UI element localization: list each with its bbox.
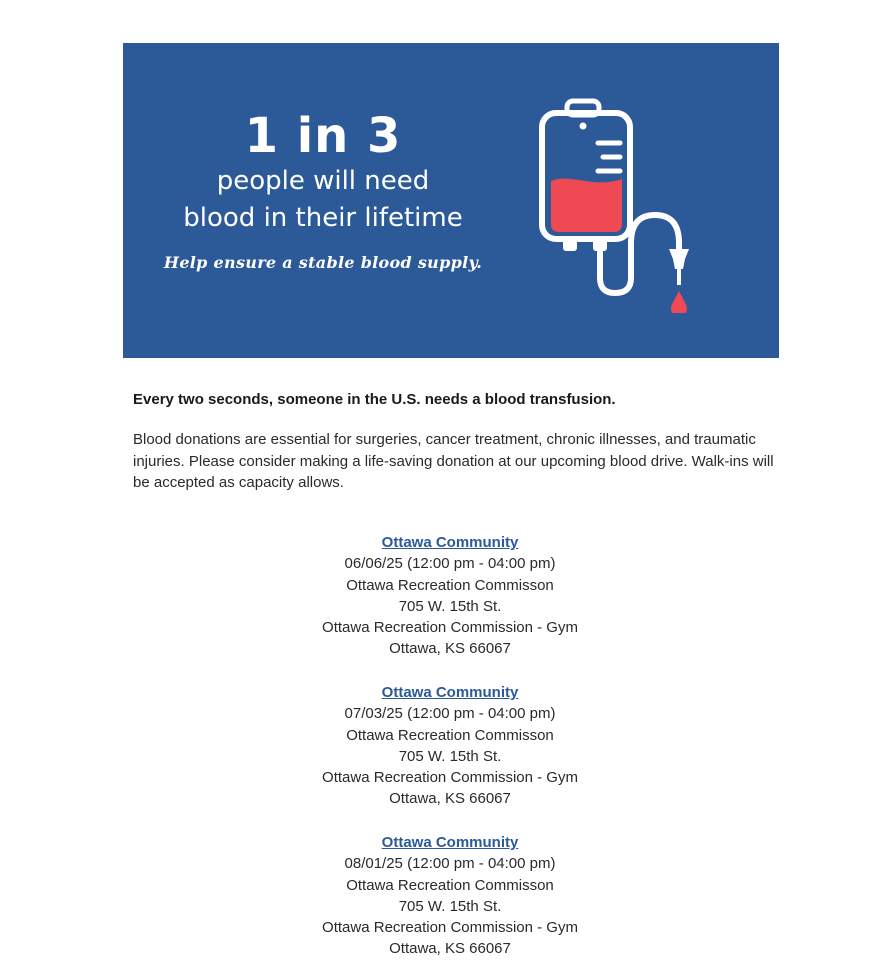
iv-blood-bag-icon	[533, 93, 713, 313]
drive-venue: Ottawa Recreation Commission - Gym	[322, 769, 578, 787]
drive-title-link[interactable]: Ottawa Community	[381, 534, 519, 551]
stat-headline: 1 in 3	[244, 108, 402, 164]
drive-city: Ottawa, KS 66067	[389, 640, 511, 658]
headline: Every two seconds, someone in the U.S. needs a blood transfusion.	[133, 391, 616, 408]
drive-address: 705 W. 15th St.	[398, 747, 502, 765]
drive-address: 705 W. 15th St.	[398, 897, 502, 915]
drive-listing	[250, 832, 650, 960]
bag-hole	[580, 123, 587, 130]
drive-title-link[interactable]: Ottawa Community	[381, 834, 519, 851]
drip-tip	[677, 269, 681, 285]
drive-organizer: Ottawa Recreation Commisson	[346, 576, 554, 594]
drive-datetime: 06/06/25 (12:00 pm - 04:00 pm)	[344, 555, 556, 573]
bag-port-left	[563, 239, 577, 251]
blood-droplet	[671, 291, 687, 313]
drive-listing	[250, 532, 650, 660]
drive-datetime: 08/01/25 (12:00 pm - 04:00 pm)	[344, 855, 556, 873]
drive-title-link[interactable]: Ottawa Community	[381, 684, 519, 701]
drive-venue: Ottawa Recreation Commission - Gym	[322, 919, 578, 937]
drive-venue: Ottawa Recreation Commission - Gym	[322, 619, 578, 637]
blood-fill	[551, 179, 622, 232]
drip-chamber	[669, 249, 689, 269]
hero-banner	[123, 43, 779, 358]
stat-line-1: people will need	[216, 166, 430, 196]
intro-paragraph: Blood donations are essential for surgeries, cancer treatment, chronic illnesses, and traumatic injuries. Please consider making a life-saving donation at our upcoming blood drive. Walk-ins will be accepted as capacity allows.	[133, 431, 774, 491]
drive-address: 705 W. 15th St.	[398, 597, 502, 615]
drive-listing	[250, 682, 650, 810]
drive-datetime: 07/03/25 (12:00 pm - 04:00 pm)	[344, 705, 556, 723]
drive-organizer: Ottawa Recreation Commisson	[346, 876, 554, 894]
tagline: Help ensure a stable blood supply.	[163, 253, 483, 272]
stat-line-2: blood in their lifetime	[183, 203, 463, 233]
drive-city: Ottawa, KS 66067	[389, 790, 511, 808]
drive-city: Ottawa, KS 66067	[389, 940, 511, 958]
drive-organizer: Ottawa Recreation Commisson	[346, 726, 554, 744]
